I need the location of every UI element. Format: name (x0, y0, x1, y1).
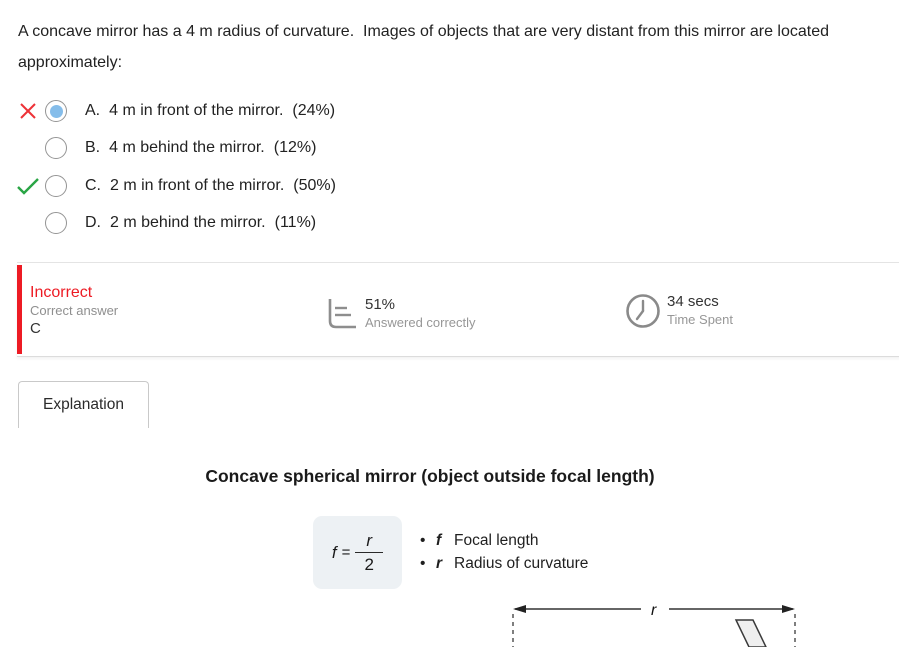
tab-explanation-label: Explanation (42, 396, 124, 413)
legend-item-r (420, 552, 588, 575)
legend-desc: Radius of curvature (454, 555, 589, 572)
option-text: 4 m in front of the mirror. (109, 102, 284, 119)
explanation-title: Concave spherical mirror (object outside focal length) (205, 466, 655, 486)
equals-sign: = (341, 544, 351, 561)
empty-mark-slot (16, 136, 40, 160)
radio-button-selected[interactable] (45, 100, 67, 122)
radio-button[interactable] (45, 175, 67, 197)
option-text: 4 m behind the mirror. (109, 139, 265, 156)
option-label (85, 177, 336, 195)
formula-box (313, 516, 402, 589)
option-text: 2 m in front of the mirror. (110, 177, 285, 194)
answered-label: Answered correctly (365, 315, 476, 330)
time-label: Time Spent (667, 312, 733, 327)
correct-answer-label: Correct answer (30, 303, 119, 318)
x-mark-icon (16, 99, 40, 123)
option-row-a[interactable] (0, 92, 880, 130)
result-accent-bar (17, 265, 22, 354)
bar-chart-icon (325, 296, 359, 331)
option-row-c[interactable] (0, 167, 880, 205)
mirror-edge-shape (736, 620, 766, 647)
radius-diagram (495, 597, 815, 647)
legend-symbol: f (436, 532, 442, 549)
time-spent-stat (625, 293, 733, 329)
answered-stat-text (365, 296, 476, 331)
result-card (17, 262, 899, 357)
bullet-icon: • (420, 555, 426, 572)
answered-correctly-stat (325, 296, 476, 331)
option-percentage: (11%) (274, 214, 317, 231)
x-mark-icon-svg (18, 101, 38, 121)
option-label (85, 139, 316, 157)
option-letter: D. (85, 214, 101, 231)
legend-desc: Focal length (454, 532, 539, 549)
clock-icon (625, 293, 661, 329)
legend-list (420, 529, 588, 575)
option-letter: B. (85, 139, 101, 156)
option-row-d[interactable] (0, 204, 880, 242)
check-mark-icon-svg (16, 177, 40, 195)
radius-arrow (513, 602, 795, 619)
option-label (85, 102, 335, 120)
fraction-denominator: 2 (364, 555, 374, 574)
check-mark-icon (16, 174, 40, 198)
time-value: 34 secs (667, 293, 719, 310)
option-label (85, 214, 316, 232)
option-percentage: (12%) (273, 139, 317, 156)
legend-item-f (420, 529, 588, 552)
bullet-icon: • (420, 532, 426, 549)
empty-mark-slot (16, 211, 40, 235)
legend-symbol: r (436, 555, 443, 572)
radius-label: r (651, 602, 657, 619)
fraction (355, 531, 383, 574)
option-percentage: (24%) (292, 102, 336, 119)
option-row-b[interactable] (0, 129, 880, 167)
question-text: A concave mirror has a 4 m radius of curvature. Images of objects that are very distant from this mirror are located approximately: (18, 23, 834, 71)
option-percentage: (50%) (293, 177, 336, 194)
correct-answer-value: C (30, 320, 41, 337)
radio-button[interactable] (45, 137, 67, 159)
formula-lhs: f (331, 542, 337, 562)
result-status: Incorrect (30, 284, 93, 301)
option-letter: A. (85, 102, 101, 119)
time-stat-text (667, 293, 733, 328)
focal-length-formula (332, 531, 383, 574)
radio-button[interactable] (45, 212, 67, 234)
tab-explanation[interactable] (18, 381, 149, 428)
answered-pct: 51% (365, 296, 396, 313)
option-letter: C. (85, 177, 101, 194)
option-text: 2 m behind the mirror. (110, 214, 266, 231)
fraction-numerator: r (355, 531, 383, 553)
result-status-block (30, 283, 118, 338)
